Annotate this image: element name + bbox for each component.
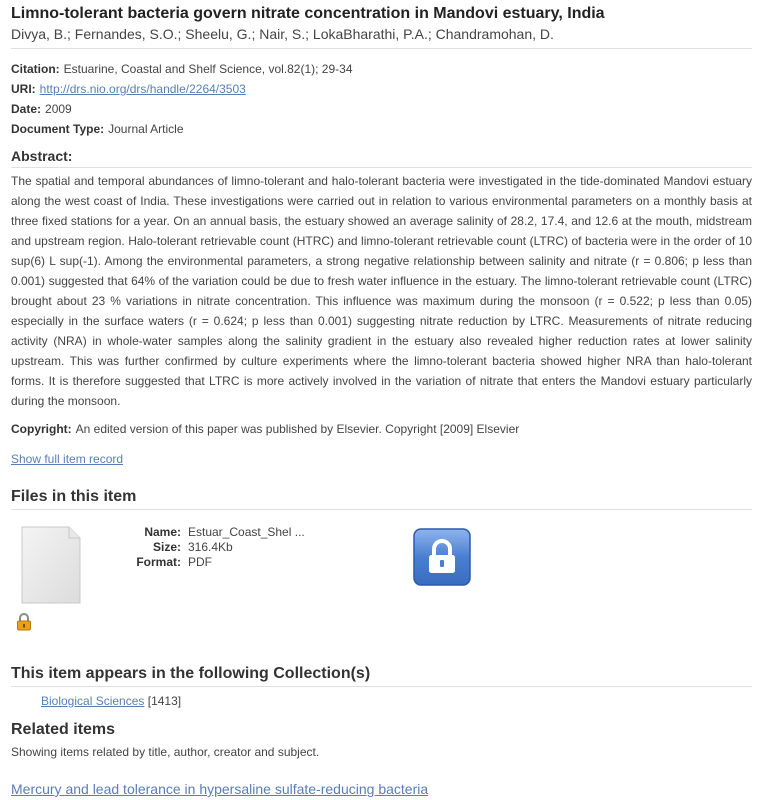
lock-icon[interactable] <box>413 528 471 586</box>
date-label: Date: <box>11 102 42 116</box>
copyright-value: An edited version of this paper was published by Elsevier. Copyright [2009] Elsevier <box>75 422 520 436</box>
related-section <box>11 720 752 798</box>
file-size-row <box>99 540 305 555</box>
metadata-block <box>11 59 752 139</box>
abstract-heading: Abstract: <box>11 147 752 168</box>
file-name-label: Name: <box>144 525 181 539</box>
uri-row <box>11 79 752 99</box>
collection-list-item <box>11 691 752 711</box>
collection-count: [1413] <box>147 694 182 708</box>
citation-value: Estuarine, Coastal and Shelf Science, vol.82(1); 29-34 <box>63 62 353 76</box>
uri-label: URI: <box>11 82 36 96</box>
full-record-row <box>11 449 752 469</box>
small-lock-icon <box>16 613 32 631</box>
file-format-label: Format: <box>136 555 181 569</box>
citation-row <box>11 59 752 79</box>
abstract-text: The spatial and temporal abundances of limno-tolerant and halo-tolerant bacteria were investigated in the tide-dominated Mandovi estuary along the west coast of India. These investigations were carried out in relation to various environmental parameters on a monthly basis at three fixed stations for a year. On an annual basis, the estuary showed an average salinity of 28.2, 17.4, and 12.6 at the mouth, midstream and upstream region. Halo-tolerant retrievable count (HTRC) and limno-tolerant retrievable count (LTRC) of bacteria were in the order of 10 sup(6) L sup(-1). Among the environmental parameters, a strong negative relationship between salinity and nitrate (r = 0.806; p less than 0.001) suggested that 64% of the variation could be due to fresh water influence in the estuary. The limno-tolerant retrievable count (LTRC) brought about 23 % variations in nitrate concentration. This influence was maximum during the monsoon (r = 0.522; p less than 0.05) especially in the surface waters (r = 0.624; p less than 0.001) suggesting nitrate reduction by LTRC. Measurements of nitrate reducing activity (NRA) in whole-water samples along the salinity gradient in the estuary also revealed higher reduction rates at lower salinity upstream. This was further confirmed by culture experiments where the limno-tolerant bacteria showed higher NRA than halo-tolerant forms. It is therefore suggested that LTRC is more actively involved in the variation of nitrate that enters the Mandovi estuary particularly during the monsoon. <box>11 174 752 408</box>
item-authors: Divya, B.; Fernandes, S.O.; Sheelu, G.; Nair, S.; LokaBharathi, P.A.; Chandramohan, D. <box>11 26 752 49</box>
abstract-section <box>11 147 752 411</box>
doctype-row <box>11 119 752 139</box>
file-format-row <box>99 555 305 570</box>
date-value: 2009 <box>45 102 72 116</box>
collection-link[interactable]: Biological Sciences <box>41 694 145 708</box>
doctype-value: Journal Article <box>108 122 184 136</box>
file-metadata <box>99 525 305 570</box>
file-name-value: Estuar_Coast_Shel ... <box>188 525 305 539</box>
files-heading: Files in this item <box>11 487 752 510</box>
file-entry <box>11 516 752 656</box>
collections-section <box>11 664 752 711</box>
files-section <box>11 487 752 656</box>
copyright-row <box>11 419 752 439</box>
doctype-label: Document Type: <box>11 122 105 136</box>
file-format-value: PDF <box>188 555 212 569</box>
related-subtitle: Showing items related by title, author, creator and subject. <box>11 745 320 759</box>
date-row <box>11 99 752 119</box>
item-view <box>11 5 752 798</box>
related-item-link[interactable]: Mercury and lead tolerance in hypersaline sulfate-reducing bacteria <box>11 781 429 797</box>
file-size-label: Size: <box>152 540 181 554</box>
related-item <box>11 780 752 798</box>
show-full-record-link[interactable]: Show full item record <box>11 452 124 466</box>
related-heading: Related items <box>11 721 116 738</box>
file-size-value: 316.4Kb <box>188 540 233 554</box>
collections-heading: This item appears in the following Collection(s) <box>11 664 752 687</box>
uri-link[interactable]: http://drs.nio.org/drs/handle/2264/3503 <box>39 82 246 96</box>
copyright-label: Copyright: <box>11 422 72 436</box>
citation-label: Citation: <box>11 62 60 76</box>
file-name-row <box>99 525 305 540</box>
item-title: Limno-tolerant bacteria govern nitrate concentration in Mandovi estuary, India <box>11 5 605 22</box>
document-thumbnail-icon[interactable] <box>21 526 81 604</box>
